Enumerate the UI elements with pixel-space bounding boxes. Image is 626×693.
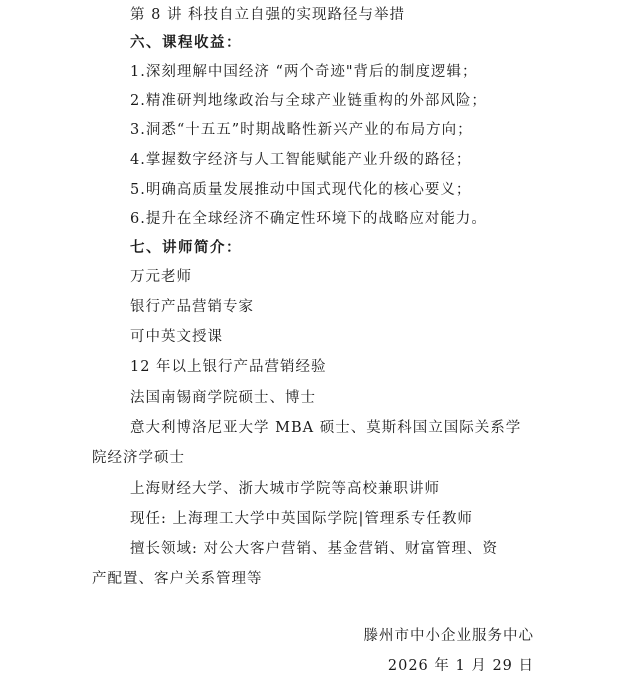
lecture-8-title: 第 8 讲 科技自立自强的实现路径与举措: [130, 7, 406, 23]
benefit-item-2: 2.精准研判地缘政治与全球产业链重构的外部风险；: [130, 93, 487, 109]
benefit-item-4: 4.掌握数字经济与人工智能赋能产业升级的路径；: [130, 152, 472, 168]
instructor-current-position: 现任: 上海理工大学中英国际学院|管理系专任教师: [130, 511, 473, 527]
instructor-education-2: 意大利博洛尼亚大学 MBA 硕士、莫斯科国立国际关系学: [130, 420, 522, 436]
instructor-education-1: 法国南锡商学院硕士、博士: [130, 390, 316, 406]
instructor-adjunct: 上海财经大学、浙大城市学院等高校兼职讲师: [130, 481, 440, 497]
benefit-item-1: 1.深刻理解中国经济 “两个奇迹"背后的制度逻辑；: [130, 64, 478, 80]
instructor-education-2-cont: 院经济学硕士: [92, 450, 185, 466]
instructor-expertise: 擅长领域: 对公大客户营销、基金营销、财富管理、资: [130, 541, 498, 557]
section-6-heading: 六、课程收益：: [130, 34, 242, 51]
instructor-name: 万元老师: [130, 269, 192, 285]
instructor-experience: 12 年以上银行产品营销经验: [130, 359, 327, 375]
footer-date: 2026 年 1 月 29 日: [387, 658, 534, 674]
instructor-title: 银行产品营销专家: [130, 299, 254, 315]
section-7-heading: 七、讲师简介：: [130, 239, 242, 256]
benefit-item-3: 3.洞悉“十五五”时期战略性新兴产业的布局方向；: [130, 122, 473, 138]
benefit-item-6: 6.提升在全球经济不确定性环境下的战略应对能力。: [130, 211, 487, 227]
instructor-language: 可中英文授课: [130, 329, 223, 345]
benefit-item-5: 5.明确高质量发展推动中国式现代化的核心要义；: [130, 182, 472, 198]
footer-organization: 滕州市中小企业服务中心: [363, 628, 534, 644]
instructor-expertise-cont: 产配置、客户关系管理等: [92, 571, 263, 587]
